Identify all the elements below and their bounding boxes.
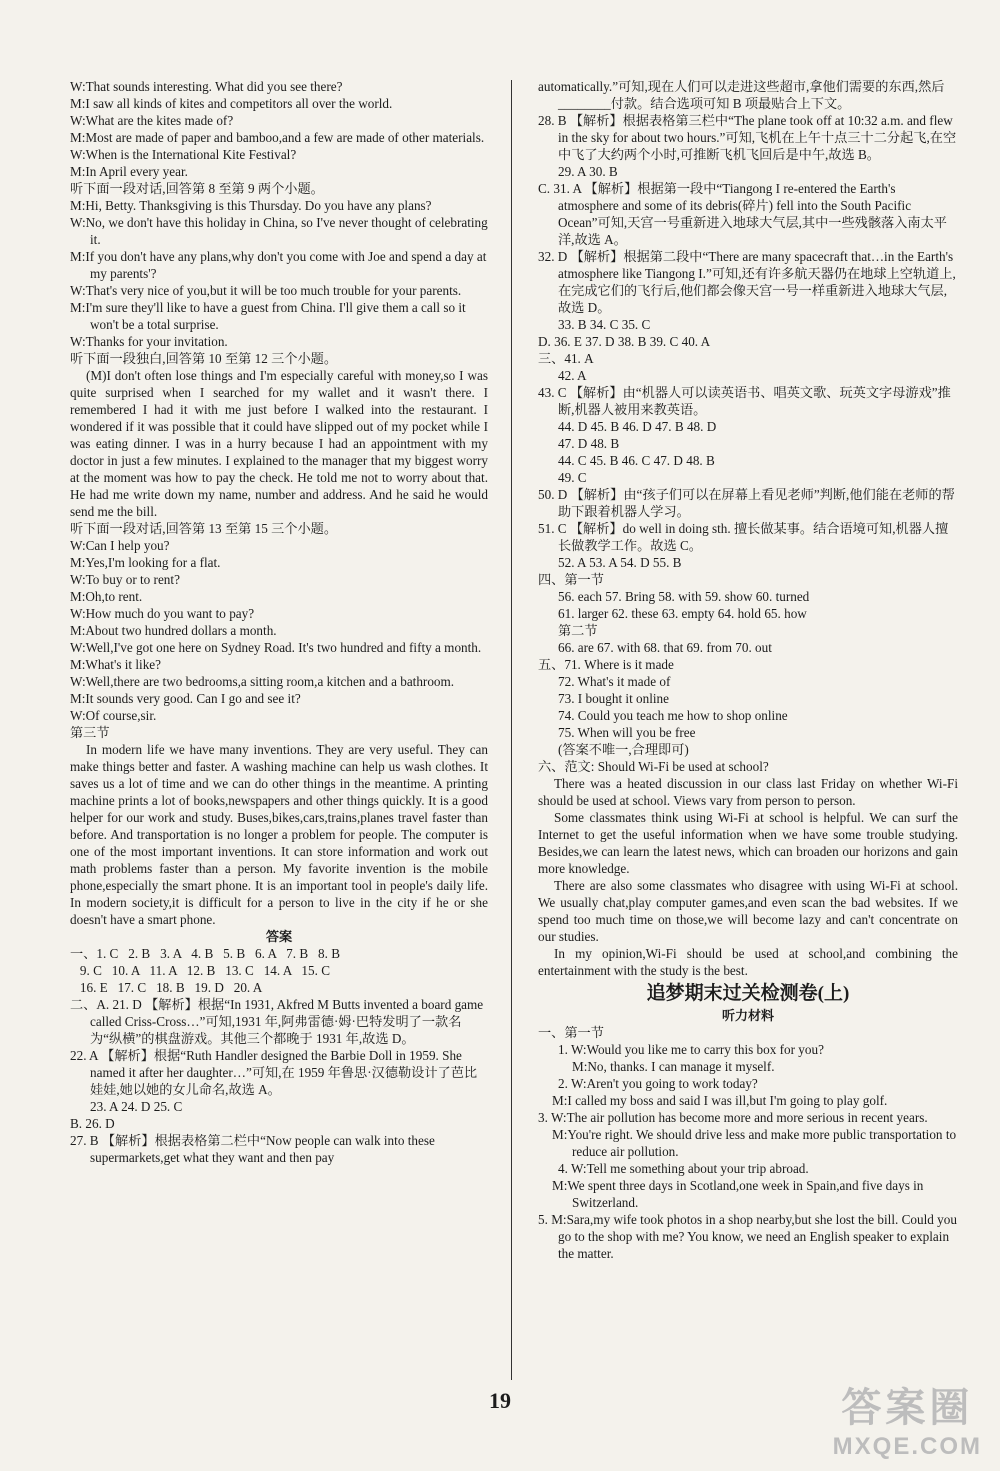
text-line: M:Yes,I'm looking for a flat. [70, 555, 221, 570]
text-line: M:What's it like? [70, 657, 162, 672]
watermark-line2: MXQE.COM [832, 1433, 982, 1460]
text-line: 44. D 45. B 46. D 47. B 48. D [558, 419, 717, 434]
text-line: W:That sounds interesting. What did you see there? [70, 79, 343, 94]
text-line: M:No, thanks. I can manage it myself. [572, 1059, 775, 1074]
text-line: M:It sounds very good. Can I go and see it? [70, 691, 301, 706]
text-line: 44. C 45. B 46. C 47. D 48. B [558, 453, 715, 468]
text-line: 75. When will you be free [558, 725, 696, 740]
text-line: D. 36. E 37. D 38. B 39. C 40. A [538, 334, 711, 349]
text-line: 23. A 24. D 25. C [90, 1099, 183, 1114]
text-line: In my opinion,Wi-Fi should be used at school,and combining the entertainment with the study is the best. [538, 946, 958, 978]
left-column [70, 78, 488, 1166]
text-line: 28. B 【解析】根据表格第三栏中“The plane took off at 10:32 a.m. and flew in the sky for about two hours.”可知,飞机在上午十点三十二分起飞,在空中飞了大约两个小时,可推断飞机飞回后是中午,故选 B。 [538, 113, 957, 162]
text-line: M:You're right. We should drive less and make more public transportation to reduce air pollution. [552, 1127, 957, 1159]
text-line: W:Well,there are two bedrooms,a sitting room,a kitchen and a bathroom. [70, 674, 455, 689]
text-line: W:When is the International Kite Festival? [70, 147, 297, 162]
text-line: 答案 [265, 929, 293, 944]
text-line: 4. W:Tell me something about your trip abroad. [558, 1161, 809, 1176]
text-line: 66. are 67. with 68. that 69. from 70. out [558, 640, 772, 655]
text-line: W:Of course,sir. [70, 708, 157, 723]
text-line: 52. A 53. A 54. D 55. B [558, 555, 682, 570]
text-line: M:About two hundred dollars a month. [70, 623, 277, 638]
text-line: 29. A 30. B [558, 164, 618, 179]
text-line: 16. E 17. C 18. B 19. D 20. A [70, 980, 263, 995]
text-line: 51. C 【解析】do well in doing sth. 擅长做某事。结合语境可知,机器人擅长做教学工作。故选 C。 [538, 521, 949, 553]
text-line: 二、A. 21. D 【解析】根据“In 1931, Akfred M Butts invented a board game called Criss-Cross…”可知,1931 年,阿弗雷德·姆·巴特发明了一款名为“纵横”的棋盘游戏。其他三个都晚于 1931 年,故选 D。 [70, 997, 484, 1046]
text-line: 一、1. C 2. B 3. A 4. B 5. B 6. A 7. B 8. B [70, 946, 341, 961]
text-line: W:To buy or to rent? [70, 572, 180, 587]
text-line: 73. I bought it online [558, 691, 669, 706]
text-line: There was a heated discussion in our class last Friday on whether Wi-Fi should be used at school. Views vary from person to person. [538, 776, 958, 808]
text-line: M:I called my boss and said I was ill,but I'm going to play golf. [552, 1093, 888, 1108]
text-line: 听下面一段独白,回答第 10 至第 12 三个小题。 [70, 351, 338, 366]
text-line: 72. What's it made of [558, 674, 671, 689]
text-line: M:We spent three days in Scotland,one week in Spain,and five days in Switzerland. [552, 1178, 924, 1210]
text-line: 5. M:Sara,my wife took photos in a shop nearby,but she lost the bill. Could you go to the shop with me? You know, we need an English speaker to explain the matter. [538, 1212, 957, 1261]
text-line: 9. C 10. A 11. A 12. B 13. C 14. A 15. C [70, 963, 331, 978]
text-line: 1. W:Would you like me to carry this box for you? [558, 1042, 824, 1057]
text-line: 五、71. Where is it made [538, 657, 674, 672]
text-line: W:How much do you want to pay? [70, 606, 255, 621]
text-line: 74. Could you teach me how to shop online [558, 708, 788, 723]
text-line: 22. A 【解析】根据“Ruth Handler designed the Barbie Doll in 1959. She named it after her daughter…”可知,在 1959 年鲁思·汉德勒设计了芭比娃娃,她以她的女儿命名,故选 A。 [70, 1048, 478, 1097]
text-line: 2. W:Aren't you going to work today? [558, 1076, 758, 1091]
text-line: 听力材料 [721, 1008, 774, 1023]
text-line: 听下面一段对话,回答第 8 至第 9 两个小题。 [70, 181, 324, 196]
text-line: Some classmates think using Wi-Fi at school is helpful. We can surf the Internet to get the useful information when we have some trouble studying. Besides,we can learn the latest news, which can broaden our horizons and gain more knowledge. [538, 810, 958, 876]
text-line: M:Most are made of paper and bamboo,and a few are made of other materials. [70, 130, 485, 145]
text-line: W:No, we don't have this holiday in China, so I've never thought of celebrating it. [70, 215, 488, 247]
text-line: W:Well,I've got one here on Sydney Road. It's two hundred and fifty a month. [70, 640, 482, 655]
text-line: 33. B 34. C 35. C [558, 317, 651, 332]
text-line: W:Can I help you? [70, 538, 170, 553]
text-line: 27. B 【解析】根据表格第二栏中“Now people can walk into these supermarkets,get what they want and then pay [70, 1133, 435, 1165]
text-line: 三、41. A [538, 351, 594, 366]
watermark-logo [833, 1376, 982, 1461]
text-line: (M)I don't often lose things and I'm especially careful with money,so I was quite surprised when I searched for my wallet and it wasn't there. I remembered I had it with me just before I walked into the restaurant. I wondered if it was possible that it could have slipped out of my pocket while I was eating dinner. I was in a hurry because I had an appointment with my doctor in just a few minutes. I explained to the manager that my biggest worry at the moment was how to pay the check. He told me not to worry about that. He had me write down my name, number and address. And he said he would send me the bill. [70, 368, 488, 519]
text-line: (答案不唯一,合理即可) [558, 742, 689, 757]
text-line: W:What are the kites made of? [70, 113, 234, 128]
text-line: M:Oh,to rent. [70, 589, 143, 604]
text-line: 第三节 [70, 725, 110, 740]
text-line: 四、第一节 [538, 572, 604, 587]
text-line: 43. C 【解析】由“机器人可以读英语书、唱英文歌、玩英文字母游戏”推断,机器人被用来教英语。 [538, 385, 951, 417]
column-divider [511, 80, 512, 1380]
text-line: 追梦期末过关检测卷(上) [646, 983, 850, 1004]
text-line: 听下面一段对话,回答第 13 至第 15 三个小题。 [70, 521, 338, 536]
text-line: In modern life we have many inventions. They are very useful. They can make things better and faster. A washing machine can help us wash clothes. It saves us a lot of time and we can do other things in the meantime. A printing machine prints a lot of books,newspapers and other things quickly. It is a good helper for our work and study. Buses,bikes,cars,trains,planes travel faster than before. And transportation is no longer a problem for people. The computer is one of the most important inventions. It can store information and work out math problems faster than a person. My favorite invention is the mobile phone,especially the smart phone. It is an important tool in people's daily life. In modern society,it is difficult for a person to live in the city if he or she doesn't have a smart phone. [70, 742, 488, 927]
text-line: There are also some classmates who disagree with using Wi-Fi at school. We usually chat,play computer games,and even scan the bad websites. If we spend too much time on those,we will become lazy and can't concentrate on our studies. [538, 878, 958, 944]
text-line: 61. larger 62. these 63. empty 64. hold 65. how [558, 606, 807, 621]
text-line: 六、范文: Should Wi-Fi be used at school? [538, 759, 769, 774]
text-line: M:In April every year. [70, 164, 188, 179]
text-line: C. 31. A 【解析】根据第一段中“Tiangong I re-entered the Earth's atmosphere and some of its debris(碎片) fell into the South Pacific Ocean”可知,天宫一号重新进入地球大气层,其中一些残骸落入南太平洋,故选 A。 [538, 181, 947, 247]
watermark-line1: 答案圈 [841, 1386, 974, 1430]
text-line: M:I'm sure they'll like to have a guest from China. I'll give them a call so it won't be a total surprise. [70, 300, 466, 332]
text-line: automatically.”可知,现在人们可以走进这些超市,拿他们需要的东西,然后________付款。结合选项可知 B 项最贴合上下文。 [538, 79, 945, 111]
right-column [538, 78, 958, 1262]
text-line: 32. D 【解析】根据第二段中“There are many spacecraft that…in the Earth's atmosphere like Tiangong I.”可知,还有许多航天器仍在地球上空轨道上,在完成它们的飞行后,他们都会像天宫一号一样重新进入地球大气层,故选 D。 [538, 249, 956, 315]
text-line: 47. D 48. B [558, 436, 620, 451]
text-line: 第二节 [558, 623, 598, 638]
text-line: M:Hi, Betty. Thanksgiving is this Thursday. Do you have any plans? [70, 198, 432, 213]
text-line: B. 26. D [70, 1116, 115, 1131]
text-line: 56. each 57. Bring 58. with 59. show 60. turned [558, 589, 810, 604]
text-line: 50. D 【解析】由“孩子们可以在屏幕上看见老师”判断,他们能在老师的帮助下跟着机器人学习。 [538, 487, 955, 519]
text-line: 3. W:The air pollution has become more and more serious in recent years. [538, 1110, 928, 1125]
page-number: 19 [489, 1388, 511, 1413]
text-line: 49. C [558, 470, 587, 485]
text-line: W:That's very nice of you,but it will be too much trouble for your parents. [70, 283, 462, 298]
text-line: M:If you don't have any plans,why don't you come with Joe and spend a day at my parents'? [70, 249, 487, 281]
text-line: 一、第一节 [538, 1025, 604, 1040]
text-line: W:Thanks for your invitation. [70, 334, 228, 349]
text-line: M:I saw all kinds of kites and competitors all over the world. [70, 96, 393, 111]
text-line: 42. A [558, 368, 587, 383]
